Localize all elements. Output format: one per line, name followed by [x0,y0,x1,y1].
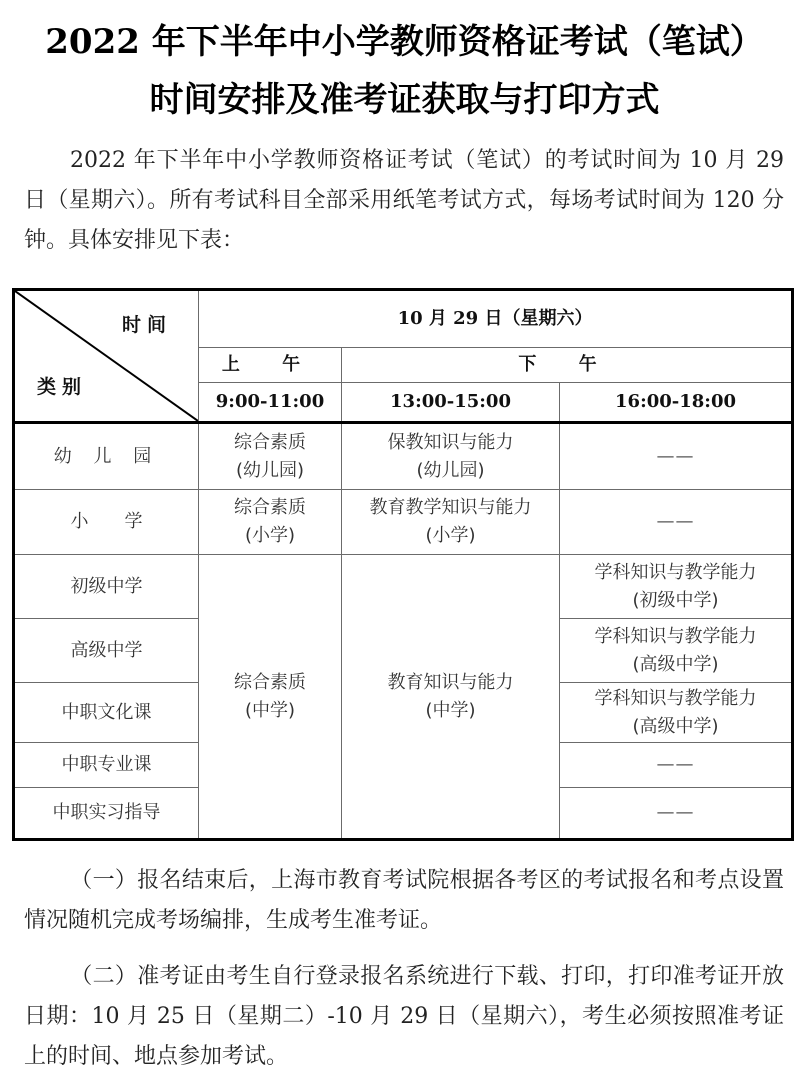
section-2-text: （二）准考证由考生自行登录报名系统进行下载、打印，打印准考证开放日期：10 月 25 日（星期二）-10 月 29 日（星期六），考生必须按照准考证上的时间、地点参加考试。 [24,964,784,1069]
subject-name: 教育知识与能力 [387,671,514,693]
subject-name: 综合素质 [234,671,306,693]
subject-level: (幼儿园) [416,459,485,481]
morning-header-cell [199,348,342,383]
no-exam-dash: —— [656,511,695,532]
subject-level: (高级中学) [632,715,719,737]
table-row [14,490,793,555]
slot3-cell [560,490,793,555]
category-label: 中职文化课 [61,701,152,723]
slot2-cell [342,490,560,555]
category-label: 高级中学 [70,639,143,661]
subject-level: (初级中学) [632,589,719,611]
intro-paragraph [24,141,784,261]
subject-name: 综合素质 [234,497,306,518]
intro-text: 2022 年下半年中小学教师资格证考试（笔试）的考试时间为 10 月 29 日（星期六）。所有考试科目全部采用纸笔考试方式，每场考试时间为 120 分钟。具体安排见下表： [24,148,784,253]
category-cell [14,683,199,743]
subject-level: (小学) [425,525,476,546]
slot1-cell [199,490,342,555]
subject-name: 教育教学知识与能力 [369,497,532,518]
category-label: 幼 儿 园 [53,445,160,467]
category-cell [14,619,199,683]
subject-name: 保教知识与能力 [387,431,514,453]
no-exam-dash: —— [656,445,695,467]
section-2-paragraph [24,957,784,1077]
slot3-cell [560,555,793,619]
slot3-cell [560,619,793,683]
category-cell [14,555,199,619]
morning-label: 上 午 [221,354,319,375]
exam-schedule-table [12,288,794,841]
middle-school-slot1-cell [199,555,342,840]
subject-name: 学科知识与教学能力 [594,625,757,647]
slot1-cell [199,423,342,490]
category-label: 小 学 [70,511,143,532]
category-cell [14,423,199,490]
slot3-cell [560,423,793,490]
date-header-cell [199,290,793,348]
section-1-paragraph [24,861,784,941]
subject-name: 学科知识与教学能力 [594,561,757,583]
category-cell [14,788,199,840]
afternoon-label: 下 午 [518,354,615,375]
subject-name: 综合素质 [234,431,306,453]
middle-school-slot2-cell [342,555,560,840]
no-exam-dash: —— [656,754,695,775]
no-exam-dash: —— [656,802,695,823]
corner-time-label: 时间 [121,314,172,336]
subject-level: (高级中学) [632,653,719,675]
afternoon-header-cell [342,348,793,383]
subject-level: (中学) [244,699,296,721]
subject-level: (幼儿园) [235,459,305,481]
document-title-line-2: 时间安排及准考证获取与打印方式 [149,80,660,120]
category-cell [14,490,199,555]
time-slot-2: 13:00-15:00 [342,383,560,423]
table-row [14,423,793,490]
category-cell [14,743,199,788]
slot3-cell [560,683,793,743]
subject-level: (中学) [425,699,476,721]
slot3-cell [560,743,793,788]
category-label: 中职实习指导 [52,802,161,823]
category-label: 中职专业课 [61,754,152,775]
subject-level: (小学) [244,525,296,546]
subject-name: 学科知识与教学能力 [594,687,757,709]
section-1-text: （一）报名结束后，上海市教育考试院根据各考区的考试报名和考点设置情况随机完成考场编排，生成考生准考证。 [24,868,784,933]
table-corner-header [14,290,199,423]
time-slot-1: 9:00-11:00 [199,383,342,423]
corner-category-label: 类别 [37,376,88,398]
table-row [14,555,793,619]
date-header-text: 10 月 29 日（星期六） [397,308,593,329]
document-title-line-1: 2022 年下半年中小学教师资格证考试（笔试） [45,22,764,62]
slot2-cell [342,423,560,490]
category-label: 初级中学 [70,575,143,597]
slot3-cell [560,788,793,840]
time-slot-3: 16:00-18:00 [560,383,793,423]
